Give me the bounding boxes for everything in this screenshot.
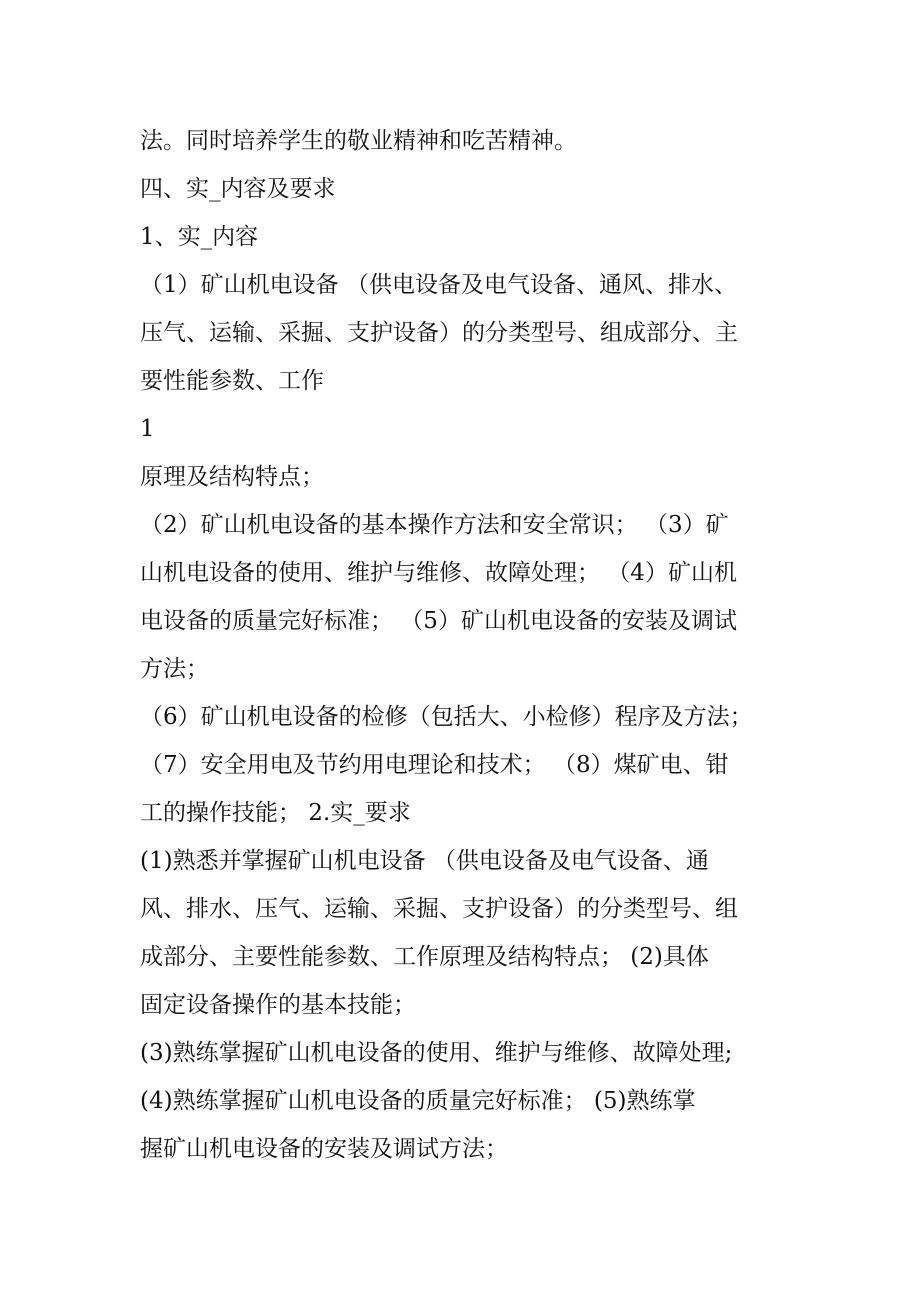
text-line: 山机电设备的使用、维护与维修、故障处理； （4）矿山机 [140,560,737,586]
text-line: （6）矿山机电设备的检修（包括大、小检修）程序及方法； [140,704,753,730]
text-line: （1）矿山机电设备 （供电设备及电气设备、通风、排水、 [140,272,737,298]
text-line: 要性能参数、工作 [140,368,324,394]
text-line: （7）安全用电及节约用电理论和技术； （8）煤矿电、钳 [140,752,729,778]
text-line: 电设备的质量完好标准； （5）矿山机电设备的安装及调试 [140,608,737,634]
text-line: 成部分、主要性能参数、工作原理及结构特点； (2)具体 [140,944,709,970]
text-line: 工的操作技能； 2.实_要求 [140,800,411,826]
text-line: 方法； [140,656,209,682]
text-line: (4)熟练掌握矿山机电设备的质量完好标准； (5)熟练掌 [140,1088,696,1114]
text-line: 握矿山机电设备的安装及调试方法； [140,1136,508,1162]
page-number: 1 [140,416,155,442]
text-line: 原理及结构特点； [140,464,324,490]
text-line: (1)熟悉并掌握矿山机电设备 （供电设备及电气设备、通 [140,848,709,874]
subsection-heading: 1、实_内容 [140,224,259,250]
text-line: （2）矿山机电设备的基本操作方法和安全常识； （3）矿 [140,512,729,538]
document-body [140,117,800,1173]
text-line: 风、排水、压气、运输、采掘、支护设备）的分类型号、组 [140,896,738,922]
section-heading: 四、实_内容及要求 [140,176,336,202]
text-line: 固定设备操作的基本技能； [140,992,416,1018]
text-line: 法。同时培养学生的敬业精神和吃苦精神。 [140,128,577,154]
text-line: (3)熟练掌握矿山机电设备的使用、维护与维修、故障处理; [140,1040,733,1066]
text-line: 压气、运输、采掘、支护设备）的分类型号、组成部分、主 [140,320,738,346]
